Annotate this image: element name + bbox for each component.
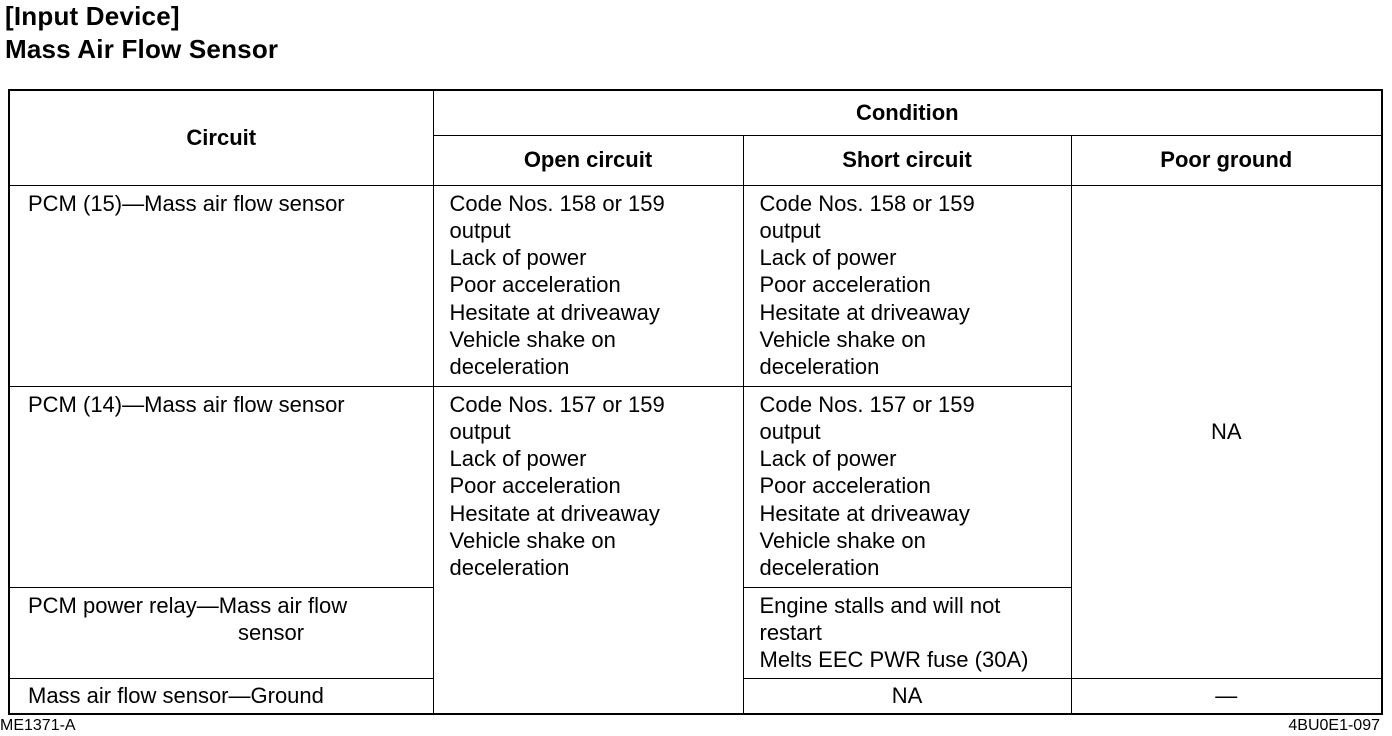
header-condition: Condition: [433, 90, 1382, 135]
symptom-text: Poor acceleration: [449, 272, 621, 298]
open-circuit-cell: [433, 386, 743, 714]
poor-ground-dash-cell: [1071, 678, 1382, 714]
circuit-text: PCM (15)—Mass air flow sensor: [28, 190, 345, 216]
symptom-text: deceleration: [449, 354, 570, 380]
symptom-text: Hesitate at driveaway: [449, 299, 660, 325]
symptom-text: Hesitate at driveaway: [449, 500, 660, 526]
short-circuit-na: NA: [891, 683, 923, 709]
short-circuit-cell: [743, 386, 1071, 587]
symptom-text: Lack of power: [449, 446, 587, 472]
symptom-text: Hesitate at driveaway: [759, 299, 970, 325]
symptom-text: Vehicle shake on: [449, 527, 616, 553]
short-circuit-na-cell: [743, 678, 1071, 714]
symptom-text: output: [759, 217, 821, 243]
header-short-circuit: Short circuit: [743, 135, 1071, 185]
symptom-text: Code Nos. 158 or 159: [449, 190, 665, 216]
circuit-cell: [9, 185, 433, 386]
symptom-text: restart: [759, 619, 822, 645]
circuit-text: PCM (14)—Mass air flow sensor: [28, 391, 345, 417]
table-row: [9, 185, 1382, 386]
symptom-text: Code Nos. 157 or 159: [759, 391, 975, 417]
symptom-text: Vehicle shake on: [759, 326, 926, 352]
poor-ground-merged-cell: [1071, 185, 1382, 678]
symptom-text: Engine stalls and will not: [759, 592, 1001, 618]
symptom-text: Vehicle shake on: [449, 326, 616, 352]
header-open-circuit: Open circuit: [433, 135, 743, 185]
page-heading: [5, 0, 278, 66]
open-circuit-cell: [433, 185, 743, 386]
circuit-cell: [9, 386, 433, 587]
symptom-text: output: [759, 418, 821, 444]
short-circuit-cell: [743, 185, 1071, 386]
symptom-text: output: [449, 217, 511, 243]
figure-code-right: 4BU0E1-097: [1288, 717, 1380, 734]
header-poor-ground: Poor ground: [1071, 135, 1382, 185]
symptom-text: output: [449, 418, 511, 444]
symptom-text: deceleration: [759, 354, 880, 380]
symptom-text: Hesitate at driveaway: [759, 500, 970, 526]
heading-category: [Input Device]: [5, 1, 180, 31]
header-circuit: Circuit: [9, 90, 433, 185]
condition-table: [8, 89, 1383, 715]
symptom-text: Melts EEC PWR fuse (30A): [759, 647, 1029, 673]
heading-title: Mass Air Flow Sensor: [5, 34, 279, 64]
circuit-text: PCM power relay—Mass air flow: [28, 592, 348, 618]
symptom-text: Poor acceleration: [759, 272, 931, 298]
figure-code-left: ME1371-A: [0, 717, 76, 734]
short-circuit-cell: [743, 587, 1071, 678]
symptom-text: Vehicle shake on: [759, 527, 926, 553]
symptom-text: Poor acceleration: [449, 473, 621, 499]
symptom-text: Code Nos. 157 or 159: [449, 391, 665, 417]
symptom-text: Poor acceleration: [759, 473, 931, 499]
circuit-cell: [9, 587, 433, 678]
symptom-text: deceleration: [759, 555, 880, 581]
symptom-text: Lack of power: [759, 245, 897, 271]
poor-ground-na: NA: [1210, 418, 1242, 444]
symptom-text: Lack of power: [759, 446, 897, 472]
symptom-text: Code Nos. 158 or 159: [759, 190, 975, 216]
circuit-cell: [9, 678, 433, 714]
symptom-text: deceleration: [449, 555, 570, 581]
circuit-text: Mass air flow sensor—Ground: [28, 682, 324, 708]
symptom-text: Lack of power: [449, 245, 587, 271]
circuit-text: sensor: [238, 619, 305, 645]
poor-ground-dash: —: [1215, 683, 1238, 709]
